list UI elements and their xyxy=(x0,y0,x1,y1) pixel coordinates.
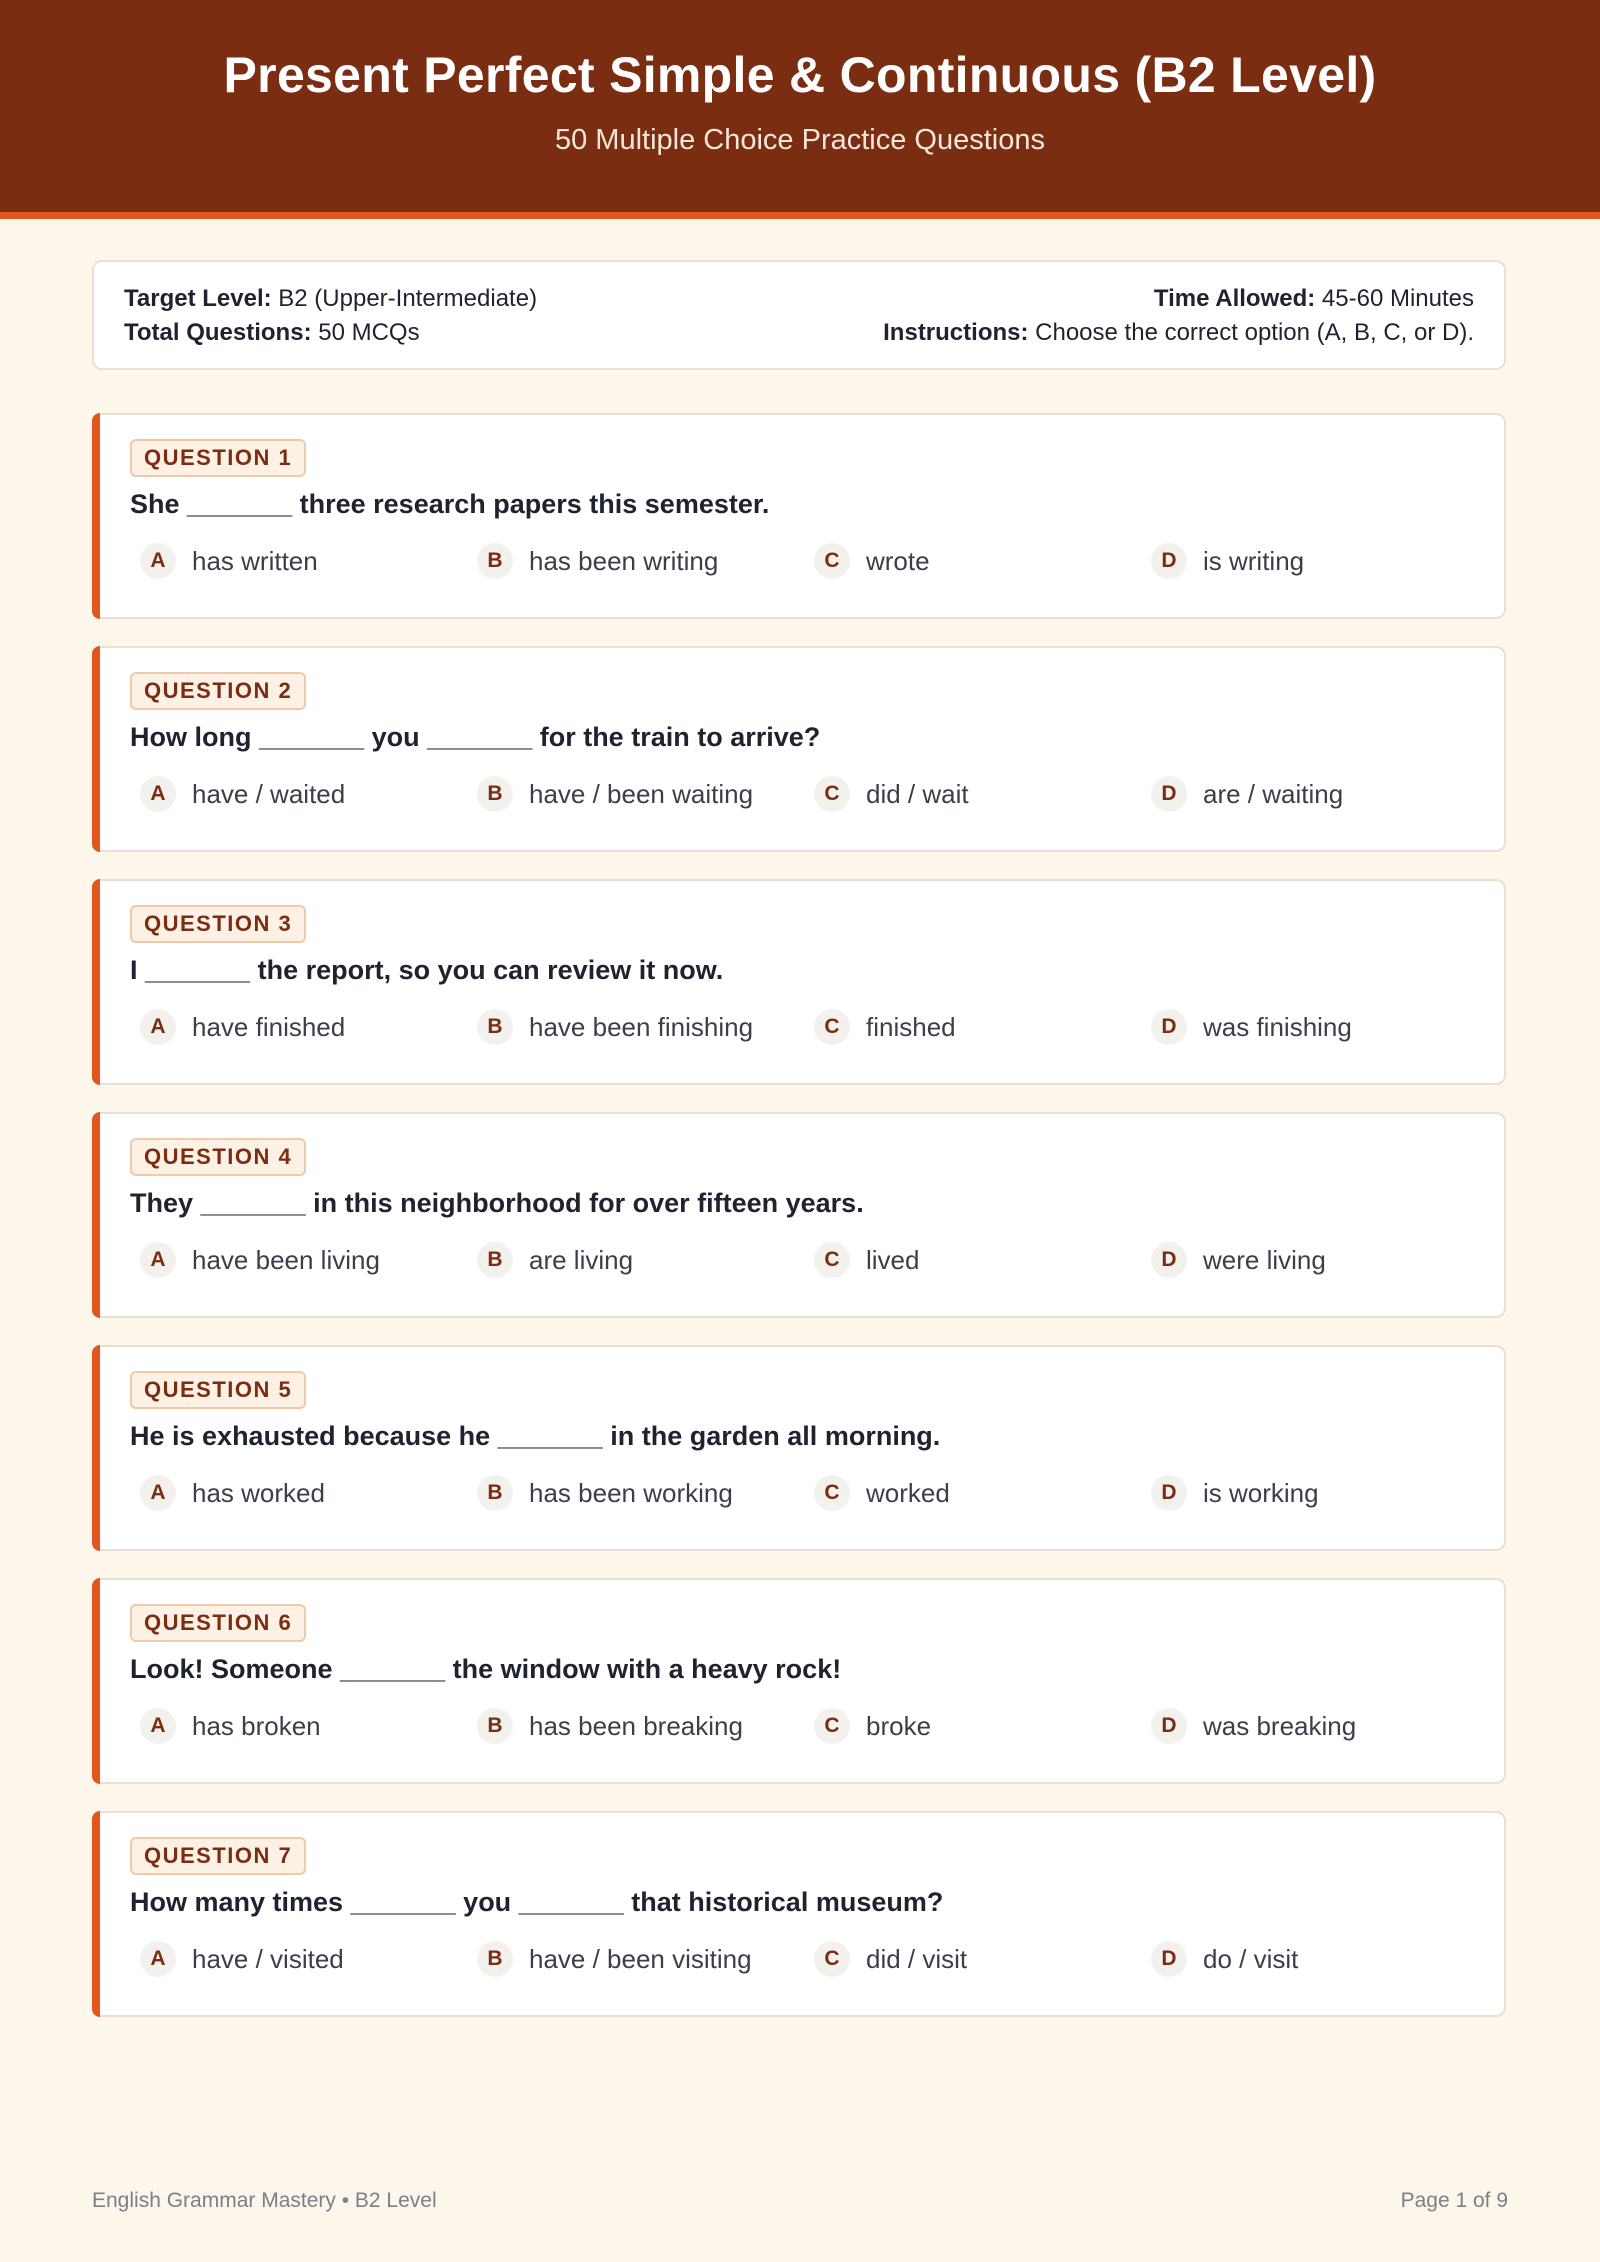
total-questions-label: Total Questions: xyxy=(124,319,312,346)
option-letter: C xyxy=(814,1242,850,1278)
time-allowed-value: 45-60 Minutes xyxy=(1321,285,1474,312)
card-accent-bar xyxy=(92,1112,100,1318)
option-letter: C xyxy=(814,1009,850,1045)
option-text: have / been waiting xyxy=(529,778,754,809)
option-letter: C xyxy=(814,1475,850,1511)
card-accent-bar xyxy=(92,1578,100,1784)
total-questions-value: 50 MCQs xyxy=(318,319,420,346)
option-text: have / waited xyxy=(192,778,346,809)
page-header xyxy=(0,0,1600,219)
question-card xyxy=(92,879,1506,1085)
card-accent-bar xyxy=(92,1811,100,2017)
option-text: lived xyxy=(866,1244,920,1275)
option-letter: D xyxy=(1151,1941,1187,1977)
target-level-value: B2 (Upper-Intermediate) xyxy=(278,285,538,312)
instructions-label: Instructions: xyxy=(883,319,1029,346)
option-letter: B xyxy=(477,776,513,812)
option-letter: B xyxy=(477,1242,513,1278)
option-letter: A xyxy=(140,543,176,579)
options-row xyxy=(130,1473,1470,1513)
instructions-line xyxy=(883,316,1474,350)
option-letter: A xyxy=(140,1941,176,1977)
question-number-badge: QUESTION 5 xyxy=(130,1371,306,1409)
option-text: wrote xyxy=(866,545,930,576)
option-letter: A xyxy=(140,1708,176,1744)
option-letter: A xyxy=(140,776,176,812)
option-text: finished xyxy=(866,1011,956,1042)
option-c[interactable] xyxy=(814,541,930,581)
info-left xyxy=(124,282,537,350)
question-card xyxy=(92,1811,1506,2017)
question-card xyxy=(92,1112,1506,1318)
option-letter: C xyxy=(814,1941,850,1977)
options-row xyxy=(130,541,1470,581)
option-b[interactable] xyxy=(477,1240,633,1280)
option-b[interactable] xyxy=(477,1473,733,1513)
option-d[interactable] xyxy=(1151,541,1304,581)
option-letter: B xyxy=(477,543,513,579)
option-letter: A xyxy=(140,1009,176,1045)
footer-brand: English Grammar Mastery • B2 Level xyxy=(92,2189,437,2212)
total-questions-line xyxy=(124,316,537,350)
question-text: How many times _______ you _______ that historical museum? xyxy=(130,1887,944,1917)
option-letter: A xyxy=(140,1475,176,1511)
option-text: did / wait xyxy=(866,778,969,809)
question-card xyxy=(92,1345,1506,1551)
option-letter: C xyxy=(814,543,850,579)
card-accent-bar xyxy=(92,413,100,619)
option-text: was breaking xyxy=(1203,1710,1357,1741)
question-text: He is exhausted because he _______ in the garden all morning. xyxy=(130,1421,941,1451)
option-letter: D xyxy=(1151,1242,1187,1278)
option-letter: B xyxy=(477,1708,513,1744)
info-box xyxy=(92,260,1506,370)
card-accent-bar xyxy=(92,879,100,1085)
option-d[interactable] xyxy=(1151,774,1343,814)
option-d[interactable] xyxy=(1151,1007,1352,1047)
question-number-badge: QUESTION 3 xyxy=(130,905,306,943)
instructions-value: Choose the correct option (A, B, C, or D). xyxy=(1035,319,1474,346)
option-letter: A xyxy=(140,1242,176,1278)
option-text: has been breaking xyxy=(529,1710,743,1741)
option-letter: D xyxy=(1151,1009,1187,1045)
question-number-badge: QUESTION 2 xyxy=(130,672,306,710)
option-text: has been working xyxy=(529,1477,733,1508)
page-number: Page 1 of 9 xyxy=(1400,2189,1508,2212)
option-c[interactable] xyxy=(814,1007,956,1047)
option-text: have been living xyxy=(192,1244,380,1275)
option-c[interactable] xyxy=(814,1939,967,1979)
card-accent-bar xyxy=(92,646,100,852)
question-text: She _______ three research papers this semester. xyxy=(130,489,770,519)
option-text: have / been visiting xyxy=(529,1943,752,1974)
option-b[interactable] xyxy=(477,541,718,581)
options-row xyxy=(130,1939,1470,1979)
option-letter: D xyxy=(1151,543,1187,579)
question-text: How long _______ you _______ for the train to arrive? xyxy=(130,722,821,752)
option-text: are living xyxy=(529,1244,634,1275)
question-text: Look! Someone _______ the window with a heavy rock! xyxy=(130,1654,842,1684)
option-c[interactable] xyxy=(814,1473,950,1513)
options-row xyxy=(130,1706,1470,1746)
info-right xyxy=(883,282,1474,350)
question-card xyxy=(92,413,1506,619)
option-b[interactable] xyxy=(477,774,753,814)
option-letter: B xyxy=(477,1475,513,1511)
question-number-badge: QUESTION 4 xyxy=(130,1138,306,1176)
option-text: has worked xyxy=(192,1477,325,1508)
option-a[interactable] xyxy=(140,1473,325,1513)
option-a[interactable] xyxy=(140,1007,345,1047)
option-text: are / waiting xyxy=(1203,778,1344,809)
card-accent-bar xyxy=(92,1345,100,1551)
option-text: have been finishing xyxy=(529,1011,754,1042)
option-a[interactable] xyxy=(140,1706,321,1746)
option-letter: C xyxy=(814,1708,850,1744)
target-level-label: Target Level: xyxy=(124,285,272,312)
option-c[interactable] xyxy=(814,774,969,814)
question-text: They _______ in this neighborhood for over fifteen years. xyxy=(130,1188,864,1218)
question-number-badge: QUESTION 6 xyxy=(130,1604,306,1642)
option-c[interactable] xyxy=(814,1706,931,1746)
option-letter: D xyxy=(1151,776,1187,812)
option-text: is working xyxy=(1203,1477,1319,1508)
option-text: were living xyxy=(1203,1244,1326,1275)
option-text: do / visit xyxy=(1203,1943,1299,1974)
options-row xyxy=(130,1240,1470,1280)
question-card xyxy=(92,646,1506,852)
option-text: has been writing xyxy=(529,545,719,576)
option-d[interactable] xyxy=(1151,1240,1326,1280)
option-a[interactable] xyxy=(140,541,318,581)
option-text: was finishing xyxy=(1203,1011,1352,1042)
target-level-line xyxy=(124,282,537,316)
question-number-badge: QUESTION 1 xyxy=(130,439,306,477)
question-number-badge: QUESTION 7 xyxy=(130,1837,306,1875)
option-letter: B xyxy=(477,1009,513,1045)
option-d[interactable] xyxy=(1151,1939,1298,1979)
time-allowed-line xyxy=(883,282,1474,316)
option-b[interactable] xyxy=(477,1706,743,1746)
page-title: Present Perfect Simple & Continuous (B2 Level) xyxy=(223,47,1377,103)
option-text: have finished xyxy=(192,1011,346,1042)
option-text: is writing xyxy=(1203,545,1305,576)
option-text: has broken xyxy=(192,1710,321,1741)
option-text: has written xyxy=(192,545,318,576)
options-row xyxy=(130,1007,1470,1047)
option-letter: B xyxy=(477,1941,513,1977)
option-text: broke xyxy=(866,1710,932,1741)
option-a[interactable] xyxy=(140,774,345,814)
option-d[interactable] xyxy=(1151,1473,1319,1513)
option-b[interactable] xyxy=(477,1007,753,1047)
option-d[interactable] xyxy=(1151,1706,1356,1746)
option-a[interactable] xyxy=(140,1240,380,1280)
option-text: did / visit xyxy=(866,1943,968,1974)
option-text: worked xyxy=(866,1477,950,1508)
question-text: I _______ the report, so you can review it now. xyxy=(130,955,724,985)
options-row xyxy=(130,774,1470,814)
time-allowed-label: Time Allowed: xyxy=(1153,285,1316,312)
option-a[interactable] xyxy=(140,1939,344,1979)
option-c[interactable] xyxy=(814,1240,919,1280)
option-letter: D xyxy=(1151,1708,1187,1744)
option-letter: D xyxy=(1151,1475,1187,1511)
option-b[interactable] xyxy=(477,1939,752,1979)
question-card xyxy=(92,1578,1506,1784)
option-text: have / visited xyxy=(192,1943,344,1974)
option-letter: C xyxy=(814,776,850,812)
page-subtitle: 50 Multiple Choice Practice Questions xyxy=(554,124,1045,156)
